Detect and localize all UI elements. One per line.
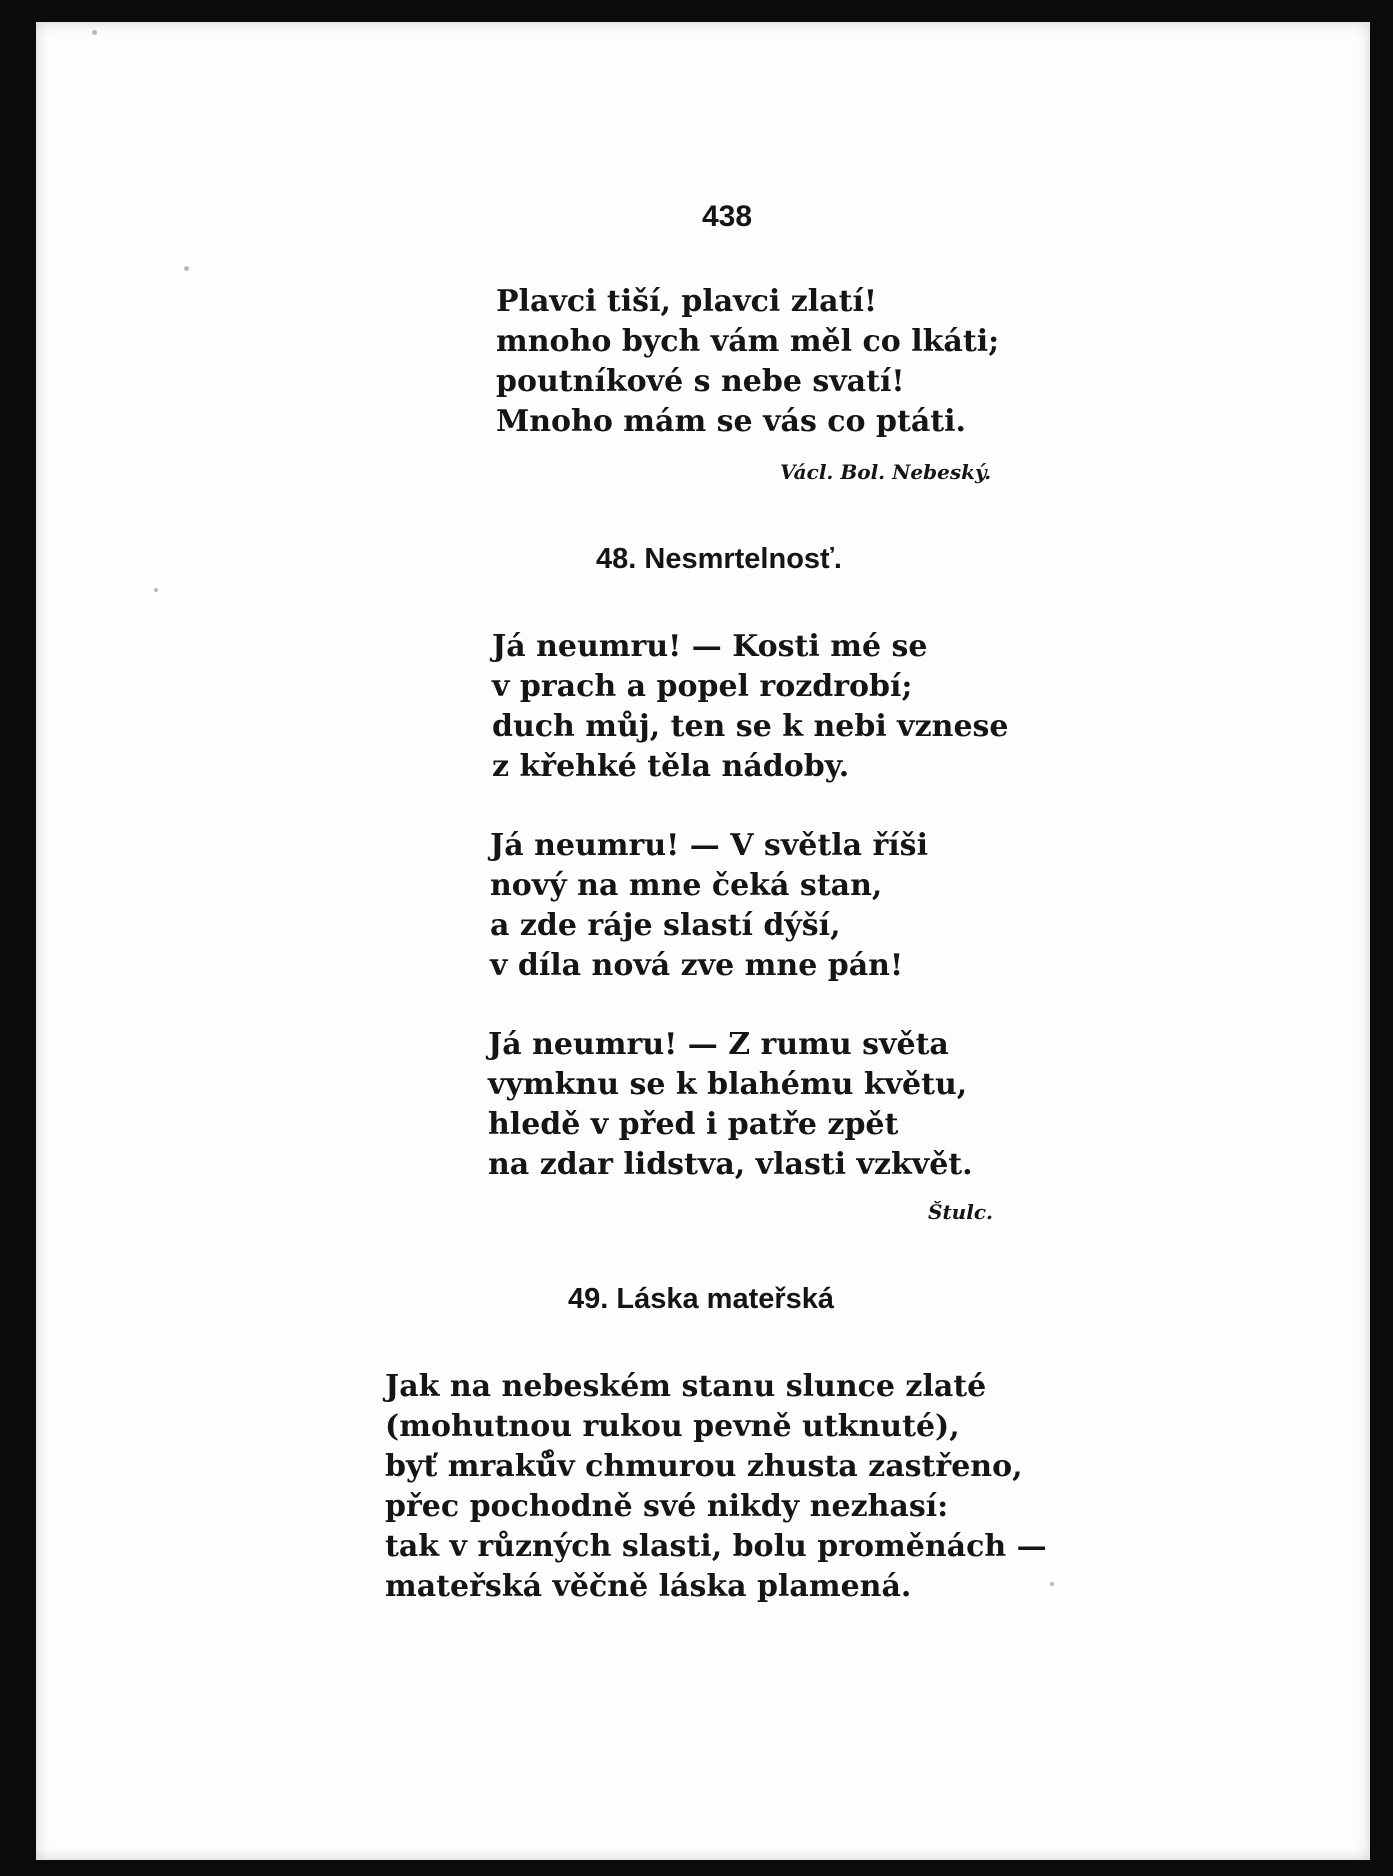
author-attribution: Štulc. bbox=[928, 1200, 993, 1224]
verse-line: mateřská věčně láska plamená. bbox=[385, 1569, 912, 1604]
verse-line: tak v různých slasti, bolu proměnách — bbox=[385, 1529, 1047, 1564]
verse-line: přec pochodně své nikdy nezhasí: bbox=[385, 1489, 949, 1524]
verse-line: a zde ráje slastí dýší, bbox=[490, 908, 841, 943]
verse-line: Plavci tiší, plavci zlatí! bbox=[496, 284, 878, 319]
poem-title: 48. Nesmrtelnosť. bbox=[596, 543, 842, 575]
book-page bbox=[36, 22, 1370, 1860]
verse-line: hledě v před i patře zpět bbox=[488, 1107, 899, 1142]
verse-line: nový na mne čeká stan, bbox=[490, 868, 883, 903]
verse-line: (mohutnou rukou pevně utknuté), bbox=[385, 1409, 960, 1444]
scan-speck bbox=[92, 30, 97, 35]
verse-line: Já neumru! — V světla říši bbox=[490, 828, 928, 863]
scan-speck bbox=[1050, 1582, 1054, 1586]
verse-line: mnoho bych vám měl co lkáti; bbox=[496, 324, 1000, 359]
verse-line: Mnoho mám se vás co ptáti. bbox=[496, 404, 966, 439]
verse-line: Já neumru! — Kosti mé se bbox=[492, 629, 928, 664]
verse-line: Já neumru! — Z rumu světa bbox=[488, 1027, 949, 1062]
verse-line: z křehké těla nádoby. bbox=[492, 749, 850, 784]
verse-line: v díla nová zve mne pán! bbox=[490, 948, 904, 983]
verse-line: duch můj, ten se k nebi vznese bbox=[492, 709, 1009, 744]
verse-line: Jak na nebeském stanu slunce zlaté bbox=[385, 1369, 987, 1404]
scan-speck bbox=[184, 266, 189, 271]
verse-line: na zdar lidstva, vlasti vzkvět. bbox=[488, 1147, 973, 1182]
page-number: 438 bbox=[702, 200, 753, 233]
verse-line: poutníkové s nebe svatí! bbox=[496, 364, 905, 399]
poem-title: 49. Láska mateřská bbox=[568, 1283, 835, 1315]
scan-speck bbox=[154, 588, 158, 592]
verse-line: vymknu se k blahému květu, bbox=[488, 1067, 968, 1102]
verse-line: byť mraků̊v chmurou zhusta zastřeno, bbox=[385, 1449, 1023, 1484]
author-attribution: Václ. Bol. Nebeský. bbox=[780, 460, 992, 484]
verse-line: v prach a popel rozdrobí; bbox=[492, 669, 913, 704]
